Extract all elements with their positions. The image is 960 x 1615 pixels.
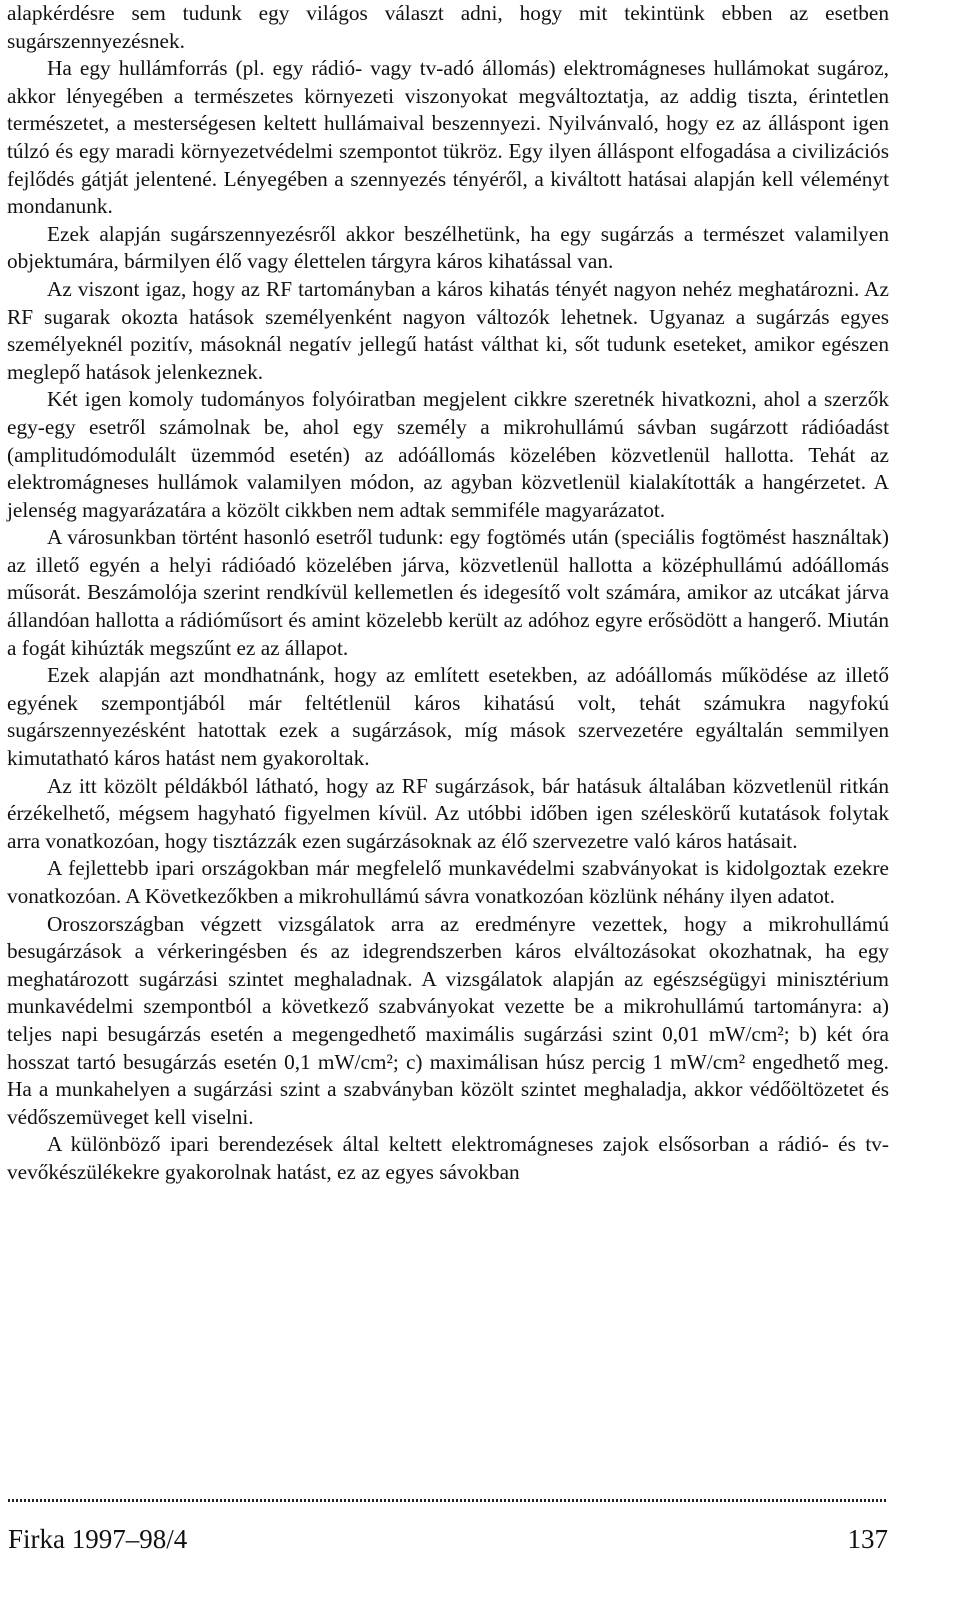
page-number: 137 <box>847 1524 888 1554</box>
paragraph-6: A városunkban történt hasonló esetről tudunk: egy fogtömés után (speciális fogtömést használtak) az illető egyén a helyi rádióadó közelében járva, közvetlenül hallotta a középhullámú adóállomás műsorát. Beszámolója szerint rendkívül kellemetlen és idegesítő volt számára, amikor az utcákat járva állandóan hallotta a rádióműsort és amint közelebb került az adóhoz egyre erősödött a hangerő. Miután a fogát kihúzták megszűnt ez az állapot. <box>7 525 889 660</box>
paragraph-1: alapkérdésre sem tudunk egy világos választ adni, hogy mit tekintünk ebben az esetben sugárszennyezésnek. <box>7 1 889 53</box>
paragraph-4: Az viszont igaz, hogy az RF tartományban a káros kihatás tényét nagyon nehéz meghatározni. Az RF sugarak okozta hatások személyenként nagyon változók lehetnek. Ugyanaz a sugárzás egyes személyeknél pozitív, másoknál negatív jellegű hatást válthat ki, sőt tudunk eseteket, amikor egészen meglepő hatások jelenkeznek. <box>7 276 889 384</box>
footer-divider <box>8 1499 888 1502</box>
page-body <box>7 0 889 1187</box>
paragraph-5: Két igen komoly tudományos folyóiratban megjelent cikkre szeretnék hivatkozni, ahol a szerzők egy-egy esetről számolnak be, ahol egy személy a mikrohullámú sávban sugárzott rádióadást (amplitudómodulált üzemmód esetén) az adóállomás közelében közvetlenül hallotta. Tehát az elektromágneses hullámok valamilyen módon, az agyban közvetlenül kialakították a hangérzetet. A jelenség magyarázatára a közölt cikkben nem adtak semmiféle magyarázatot. <box>7 387 889 522</box>
journal-issue: Firka 1997–98/4 <box>8 1524 188 1554</box>
paragraph-8: Az itt közölt példákból látható, hogy az RF sugárzások, bár hatásuk általában közvetlenül ritkán érzékelhető, mégsem hagyható figyelmen kívül. Az utóbbi időben igen széleskörű kutatások folytak arra vonatkozóan, hogy tisztázzák ezen sugárzásoknak az élő szervezetre való káros hatásait. <box>7 773 889 853</box>
paragraph-7: Ezek alapján azt mondhatnánk, hogy az említett esetekben, az adóállomás működése az illető egyének szempontjából már feltétlenül káros kihatású volt, tehát számukra nagyfokú sugárszennyezésként hatottak ezek a sugárzások, míg mások szervezetére egyáltalán semmilyen kimutatható káros hatást nem gyakoroltak. <box>7 663 889 771</box>
page-footer <box>8 1524 888 1564</box>
paragraph-3: Ezek alapján sugárszennyezésről akkor beszélhetünk, ha egy sugárzás a természet valamilyen objektumára, bármilyen élő vagy élettelen tárgyra káros kihatással van. <box>7 221 889 274</box>
paragraph-11: A különböző ipari berendezések által keltett elektromágneses zajok elsősorban a rádió- és tv-vevőkészülékekre gyakorolnak hatást, ez az egyes sávokban <box>7 1132 889 1184</box>
article-text <box>7 0 889 1187</box>
paragraph-9: A fejlettebb ipari országokban már megfelelő munkavédelmi szabványokat is kidolgoztak ezekre vonatkozóan. A Következőkben a mikrohullámú sávra vonatkozóan közlünk néhány ilyen adatot. <box>7 856 889 908</box>
paragraph-2: Ha egy hullámforrás (pl. egy rádió- vagy tv-adó állomás) elektromágneses hullámokat sugároz, akkor lényegében a természetes környezeti viszonyokat megváltoztatja, az addig tiszta, érintetlen természetet, a mesterségesen keltett hullámaival beszennyezi. Nyilvánvaló, hogy ez az álláspont igen túlzó és egy maradi környezetvédelmi szempontot tükröz. Egy ilyen álláspont elfogadása a civilizációs fejlődés gátját jelentené. Lényegében a szennyezés tényéről, a kiváltott hatásai alapján kell véleményt mondanunk. <box>7 56 889 219</box>
paragraph-10: Oroszországban végzett vizsgálatok arra az eredményre vezettek, hogy a mikrohullámú besugárzások a vérkeringésben és az idegrendszerben káros elváltozásokat okozhatnak, ha egy meghatározott sugárzási szintet meghaladnak. A vizsgálatok alapján az egészségügyi minisztérium munkavédelmi szempontból a következő szabványokat vezette be a mikrohullámú tartományra: a) teljes napi besugárzás esetén a megengedhető maximális sugárzási szint 0,01 mW/cm²; b) két óra hosszat tartó besugárzás esetén 0,1 mW/cm²; c) maximálisan húsz percig 1 mW/cm² engedhető meg. Ha a munkahelyen a sugárzási szint a szabványban közölt szintet meghaladja, akkor védőöltözetet és védőszemüveget kell viselni. <box>7 911 889 1129</box>
